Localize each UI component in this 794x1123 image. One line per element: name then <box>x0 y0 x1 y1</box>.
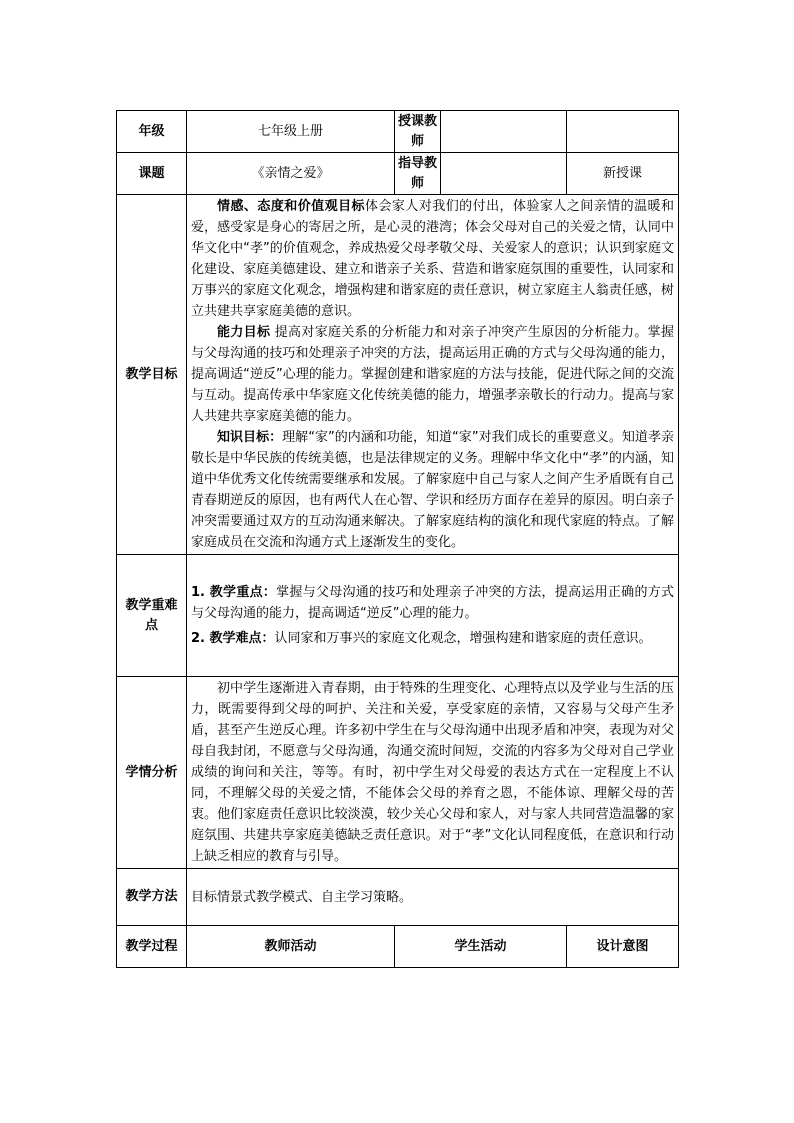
analysis-row <box>117 677 679 869</box>
emotion-goal-title: 情感、态度和价值观目标 <box>217 199 365 214</box>
knowledge-goal <box>191 427 674 553</box>
ability-goal-text: 提高对家庭关系的分析能力和对亲子冲突产生原因的分析能力。掌握与父母沟通的技巧和处理亲子冲突的方法，提高运用正确的方式与父母沟通的能力，提高调适“逆反”心理的能力。掌握创建和谐家庭的方法与技能，促进代际之间的交流与互动。提高传承中华家庭文化传统美德的能力，增强孝亲敬长的行动力。提高与家人共建共享家庭美德的能力。 <box>191 325 674 424</box>
lesson-plan-table <box>116 110 679 968</box>
methods-label: 教学方法 <box>117 869 187 926</box>
grade-value: 七年级上册 <box>187 111 395 153</box>
topic-value: 《亲情之爱》 <box>187 153 395 195</box>
lesson-type: 新授课 <box>567 153 679 195</box>
knowledge-goal-title: 知识目标： <box>217 430 283 445</box>
grade-row <box>117 111 679 153</box>
key-point-title: 1. 教学重点： <box>191 585 277 600</box>
guide-teacher-label: 指导教师 <box>395 153 441 195</box>
teacher-activity-header: 教师活动 <box>187 926 395 968</box>
emotion-goal-text: 体会家人对我们的付出，体验家人之间亲情的温暖和爱，感受家是身心的寄居之所，是心灵的港湾；体会父母对自己的关爱之情，认同中华文化中“孝”的价值观念，养成热爱父母孝敬父母、关爱家人的意识；认识到家庭文化建设、家庭美德建设、建立和谐亲子关系、营造和谐家庭氛围的重要性，认同家和万事兴的家庭文化观念，增强构建和谐家庭的责任意识，树立家庭主人翁责任感，树立共建共享家庭美德的意识。 <box>191 199 674 319</box>
difficult-point-title: 2. 教学难点： <box>191 631 275 646</box>
teacher-value <box>441 111 567 153</box>
keypoints-content <box>187 555 679 677</box>
difficult-point <box>191 628 674 649</box>
key-point-text: 掌握与父母沟通的技巧和处理亲子冲突的方法，提高运用正确的方式与父母沟通的能力，提高调适“逆反”心理的能力。 <box>191 585 674 621</box>
goals-row <box>117 195 679 555</box>
methods-text: 目标情景式教学模式、自主学习策略。 <box>187 869 679 926</box>
ability-goal <box>191 322 674 427</box>
topic-row <box>117 153 679 195</box>
ability-goal-title: 能力目标 <box>217 325 271 340</box>
topic-label: 课题 <box>117 153 187 195</box>
analysis-text: 初中学生逐渐进入青春期，由于特殊的生理变化、心理特点以及学业与生活的压力，既需要得到父母的呵护、关注和关爱，享受家庭的亲情，又容易与父母产生矛盾，甚至产生逆反心理。许多初中学生在与父母沟通中出现矛盾和冲突，表现为对父母自我封闭，不愿意与父母沟通，沟通交流时间短，交流的内容多为父母对自己学业成绩的询问和关注，等等。有时，初中学生对父母爱的表达方式在一定程度上不认同，不理解父母的关爱之情，不能体会父母的养育之恩，不能体谅、理解父母的苦衷。他们家庭责任意识比较淡漠，较少关心父母和家人，对与家人共同营造温馨的家庭氛围、共建共享家庭美德缺乏责任意识。对于“孝”文化认同程度低，在意识和行动上缺乏相应的教育与引导。 <box>191 681 674 864</box>
goals-content <box>187 195 679 555</box>
analysis-label: 学情分析 <box>117 677 187 869</box>
teacher-label: 授课教师 <box>395 111 441 153</box>
design-intent-header: 设计意图 <box>567 926 679 968</box>
difficult-point-text: 认同家和万事兴的家庭文化观念，增强构建和谐家庭的责任意识。 <box>274 631 652 646</box>
grade-extra-cell <box>567 111 679 153</box>
process-header-row <box>117 926 679 968</box>
keypoints-row <box>117 555 679 677</box>
student-activity-header: 学生活动 <box>395 926 567 968</box>
grade-label: 年级 <box>117 111 187 153</box>
process-label: 教学过程 <box>117 926 187 968</box>
goals-label: 教学目标 <box>117 195 187 555</box>
analysis-content <box>187 677 679 869</box>
emotion-goal <box>191 196 674 322</box>
knowledge-goal-text: 理解“家”的内涵和功能，知道“家”对我们成长的重要意义。知道孝亲敬长是中华民族的传统美德，也是法律规定的义务。理解中华文化中“孝”的内涵，知道中华优秀文化传统需要继承和发展。了解家庭中自己与家人之间产生矛盾既有自己青春期逆反的原因，也有两代人在心智、学识和经历方面存在差异的原因。明白亲子冲突需要通过双方的互动沟通来解决。了解家庭结构的演化和现代家庭的特点。了解家庭成员在交流和沟通方式上逐渐发生的变化。 <box>191 430 674 550</box>
key-point <box>191 582 674 624</box>
methods-row <box>117 869 679 926</box>
keypoints-label: 教学重难点 <box>117 555 187 677</box>
guide-teacher-value <box>441 153 567 195</box>
